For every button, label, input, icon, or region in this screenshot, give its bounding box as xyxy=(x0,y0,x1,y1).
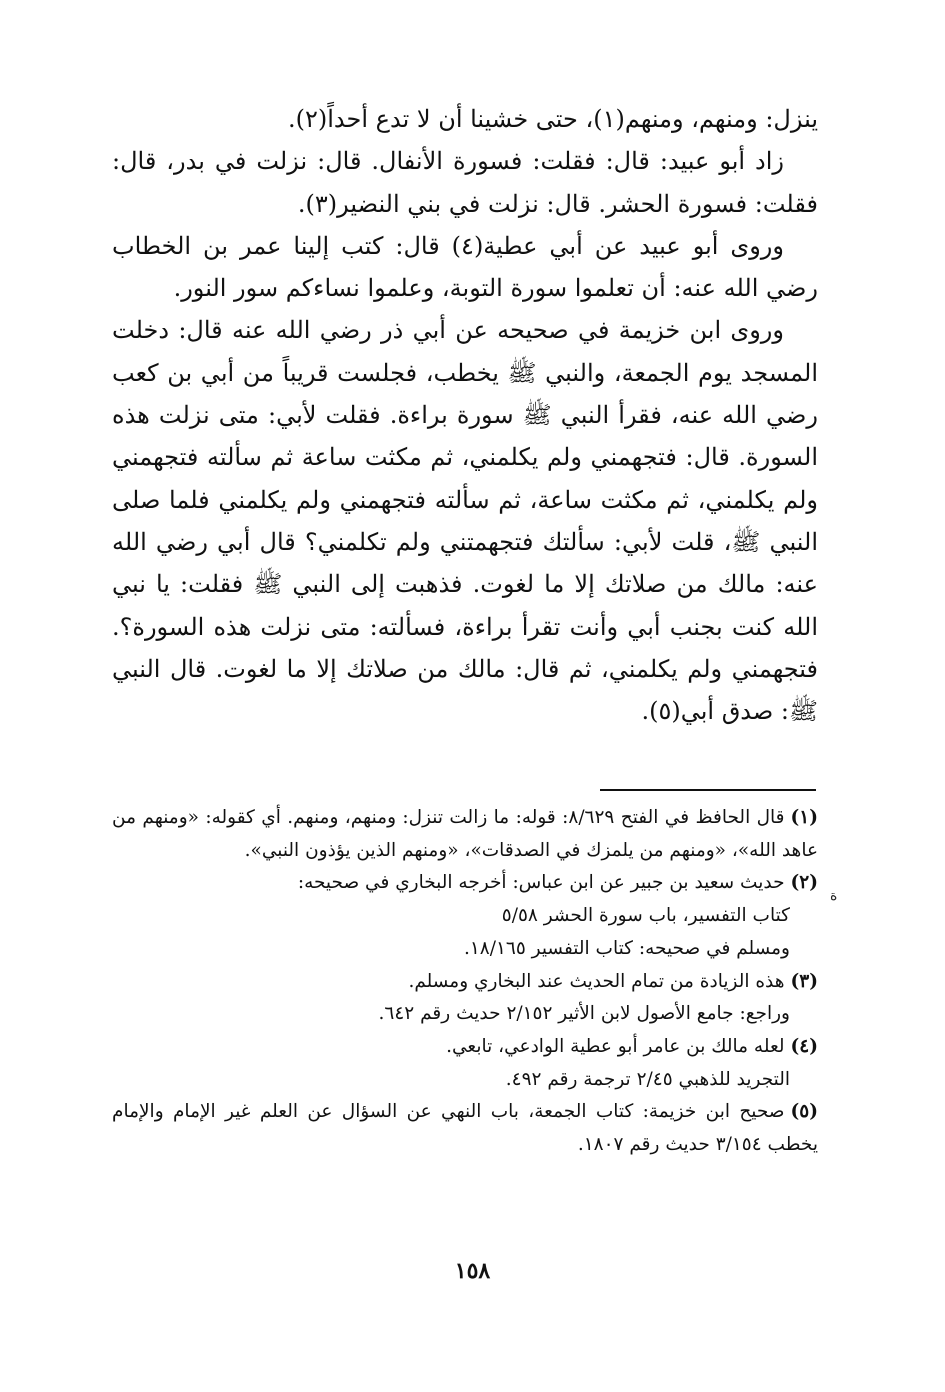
footnote-text: قال الحافظ في الفتح ٨/٦٢٩: قوله: ما زالت تنزل: ومنهم، ومنهم. أي كقوله: «ومنهم من عاهد الله»، «ومنهم من يلمزك في الصدقات»، «ومنهم الذين يؤذون النبي». xyxy=(112,807,818,861)
footnote-4 xyxy=(112,1031,818,1096)
footnote-5 xyxy=(112,1096,818,1161)
margin-mark: ة xyxy=(830,888,838,904)
footnote-1 xyxy=(112,802,818,867)
main-text xyxy=(112,98,818,732)
footnote-text: لعله مالك بن عامر أبو عطية الوادعي، تابعي. xyxy=(446,1035,785,1057)
paragraph-1: ينزل: ومنهم، ومنهم(١)، حتى خشينا أن لا تدع أحداً(٢). xyxy=(288,105,818,133)
page-number: ١٥٨ xyxy=(454,1258,491,1284)
footnotes xyxy=(112,802,818,1162)
footnote-number: (٣) xyxy=(790,970,818,992)
footnote-2 xyxy=(112,867,818,965)
footnote-text: هذه الزيادة من تمام الحديث عند البخاري ومسلم. xyxy=(408,970,785,992)
footnote-text: حديث سعيد بن جبير عن ابن عباس: أخرجه البخاري في صحيحه: xyxy=(297,872,785,894)
footnote-text: صحيح ابن خزيمة: كتاب الجمعة، باب النهي عن السؤال عن العلم غير الإمام والإمام يخطب ٣/١٥٤ حديث رقم ١٨٠٧. xyxy=(112,1101,818,1156)
paragraph-3: وروى أبو عبيد عن أبي عطية(٤) قال: كتب إلينا عمر بن الخطاب رضي الله عنه: أن تعلموا سورة التوبة، وعلموا نساءكم سور النور. xyxy=(112,231,818,303)
footnote-number: (٥) xyxy=(790,1101,818,1123)
footnote-line: كتاب التفسير، باب سورة الحشر ٥/٥٨ xyxy=(501,905,790,927)
footnote-line: وراجع: جامع الأصول لابن الأثير ٢/١٥٢ حديث رقم ٦٤٢. xyxy=(378,1003,790,1025)
footnote-number: (٤) xyxy=(790,1035,818,1057)
footnote-3 xyxy=(112,966,818,1031)
paragraph-2: زاد أبو عبيد: قال: فقلت: فسورة الأنفال. قال: نزلت في بدر، قال: فقلت: فسورة الحشر. قال: نزلت في بني النضير(٣). xyxy=(112,147,818,218)
paragraph-4: وروى ابن خزيمة في صحيحه عن أبي ذر رضي الله عنه قال: دخلت المسجد يوم الجمعة، والنبي ﷺ يخطب، فجلست قريباً من أبي بن كعب رضي الله عنه، فقرأ النبي ﷺ سورة براءة. فقلت لأبي: متى نزلت هذه السورة. قال: فتجهمني ولم يكلمني، ثم مكثت ساعة ثم سألته فتجهمني ولم يكلمني، ثم مكثت ساعة، ثم سألته فتجهمني ولم يكلمني فلما صلى النبي ﷺ، قلت لأبي: سألتك فتجهمتني ولم تكلمني؟ قال أبي رضي الله عنه: مالك من صلاتك إلا ما لغوت. فذهبت إلى النبي ﷺ فقلت: يا نبي الله كنت بجنب أبي وأنت تقرأ براءة، فسألته: متى نزلت هذه السورة؟. فتجهمني ولم يكلمني، ثم قال: مالك من صلاتك إلا ما لغوت. قال النبي ﷺ: صدق أبي(٥). xyxy=(112,316,818,726)
footnote-line: ومسلم في صحيحه: كتاب التفسير ١٨/١٦٥. xyxy=(463,937,790,959)
footnote-divider xyxy=(600,789,816,791)
footnote-number: (١) xyxy=(790,807,818,828)
footnote-line: التجريد للذهبي ٢/٤٥ ترجمة رقم ٤٩٢. xyxy=(505,1068,790,1090)
footnote-number: (٢) xyxy=(790,872,818,894)
